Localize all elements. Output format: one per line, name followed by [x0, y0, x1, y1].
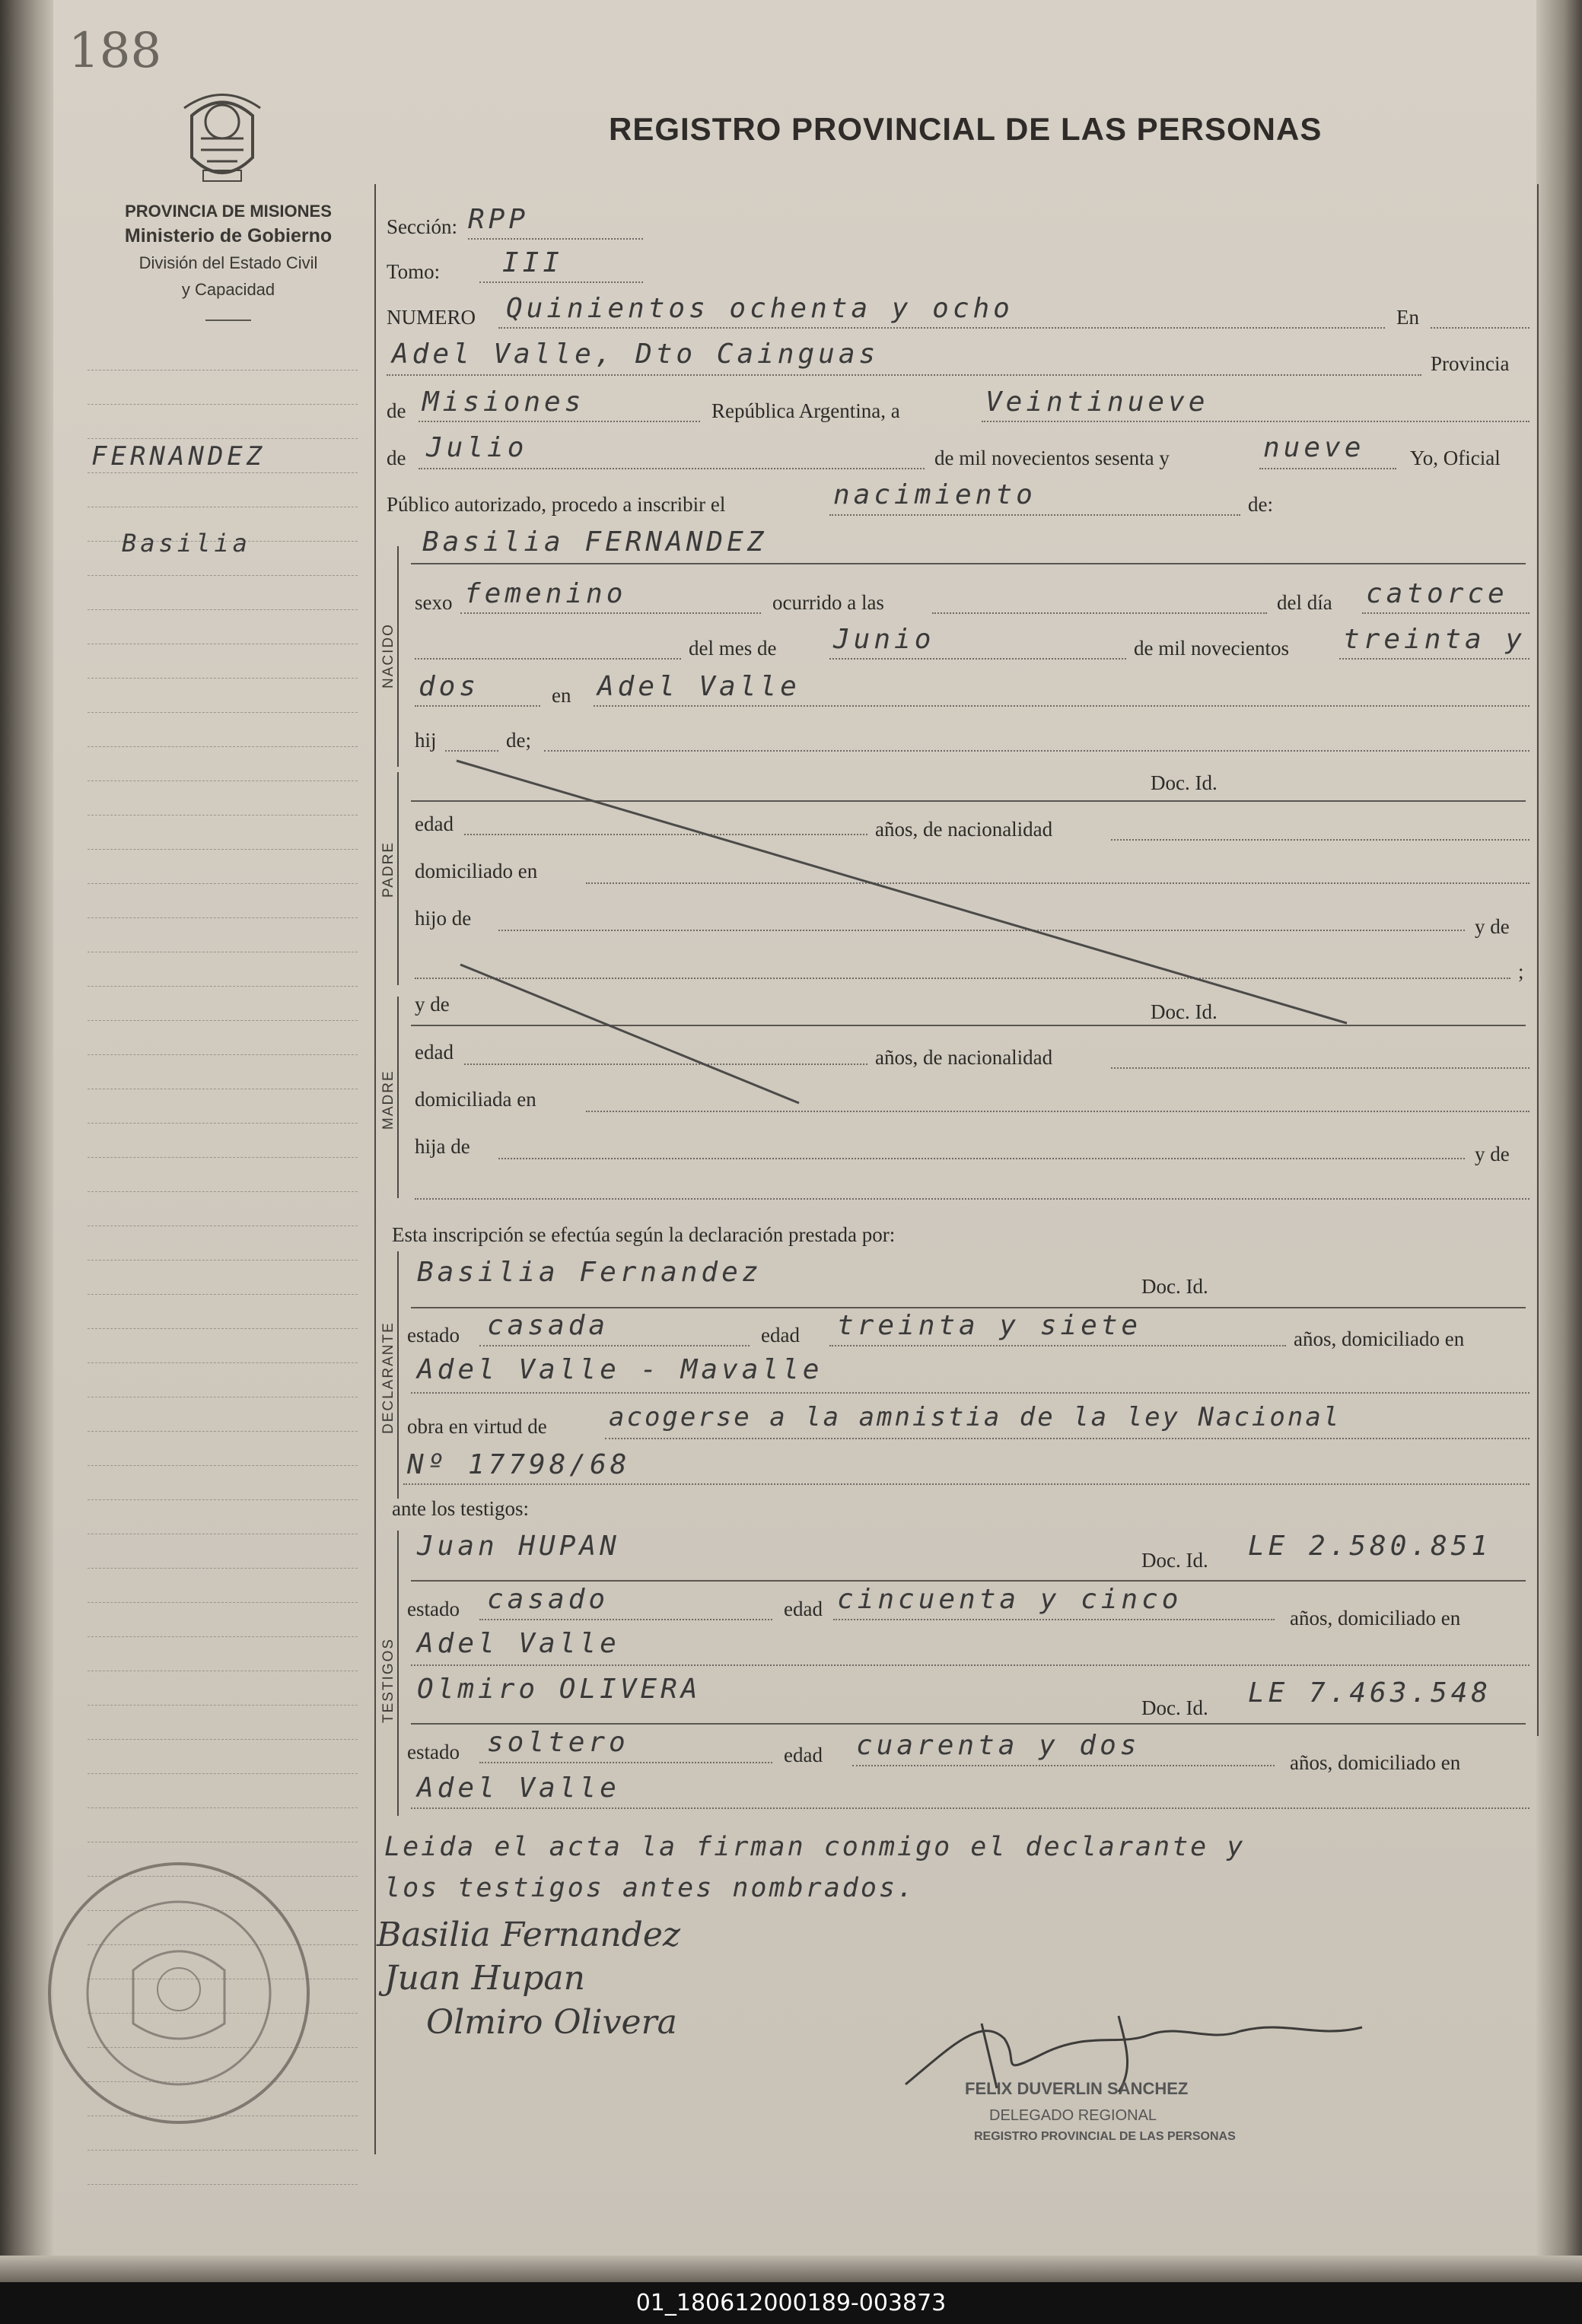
nacido-dia-value: catorce: [1366, 578, 1508, 609]
header-ministry: Ministerio de Gobierno: [124, 225, 333, 246]
testigo1-edad-label: edad: [784, 1598, 823, 1620]
provincia-value: Misiones: [422, 386, 585, 418]
signature-testigo-2: Olmiro Olivera: [426, 2003, 677, 2042]
declarante-obra-value-2: Nº 17798/68: [407, 1449, 631, 1480]
image-identifier-footer: 01_180612000189-003873: [0, 2282, 1582, 2324]
publico-label: Público autorizado, procedo a inscribir el: [387, 493, 726, 516]
declarante-edad-value: treinta y siete: [837, 1310, 1142, 1341]
yo-oficial-label: Yo, Oficial: [1410, 447, 1501, 469]
mes-value: Julio: [426, 432, 528, 463]
official-seal-icon: [42, 1856, 316, 2130]
mil-label: de mil novecientos sesenta y: [934, 447, 1170, 469]
madre-yde-label: y de: [415, 993, 450, 1016]
nacido-anio-value: treinta y: [1343, 624, 1526, 655]
declarante-edad-label: edad: [761, 1324, 800, 1346]
provincia-label: Provincia: [1431, 352, 1510, 375]
nacido-section-label: NACIDO: [380, 623, 396, 688]
del-dia-label: del día: [1277, 591, 1332, 614]
padre-nacionalidad-label: años, de nacionalidad: [875, 818, 1053, 841]
seccion-label: Sección:: [387, 215, 457, 238]
seccion-value: RPP: [468, 204, 530, 235]
declarante-obra-value: acogerse a la amnistia de la ley Nacional: [609, 1402, 1342, 1432]
madre-domicilio-label: domiciliada en: [415, 1088, 536, 1111]
official-office: REGISTRO PROVINCIAL DE LAS PERSONAS: [974, 2130, 1236, 2143]
de2-label: de: [387, 447, 406, 469]
signature-testigo-1: Juan Hupan: [384, 1959, 585, 1998]
en-label: En: [1396, 306, 1419, 329]
padre-section-label: PADRE: [380, 841, 396, 898]
ocurrido-label: ocurrido a las: [772, 591, 884, 614]
acto-value: nacimiento: [833, 479, 1036, 510]
madre-section-label: MADRE: [380, 1070, 396, 1130]
padre-domicilio-label: domiciliado en: [415, 860, 538, 882]
nacido-mil-label: de mil novecientos: [1134, 637, 1289, 660]
nacido-nombre-value: Basilia FERNANDEZ: [422, 526, 768, 558]
hij-label: hij: [415, 729, 437, 752]
testigo2-doc-value: LE 7.463.548: [1248, 1677, 1492, 1709]
anio-value: nueve: [1263, 432, 1365, 463]
testigo1-doc-value: LE 2.580.851: [1248, 1531, 1492, 1562]
declarante-nombre-value: Basilia Fernandez: [417, 1257, 762, 1288]
padre-hijo-label: hijo de: [415, 907, 472, 930]
page-title: REGISTRO PROVINCIAL DE LAS PERSONAS: [609, 111, 1323, 147]
nacido-mes-value: Junio: [833, 624, 935, 655]
tomo-value: III: [502, 247, 564, 278]
testigo2-estado-label: estado: [407, 1741, 460, 1763]
declarante-estado-value: casada: [487, 1310, 610, 1341]
testigo1-nombre-value: Juan HUPAN: [417, 1531, 620, 1562]
closing-line-1: Leida el acta la firman conmigo el declarante y: [384, 1832, 1246, 1862]
madre-hija-label: hija de: [415, 1135, 470, 1158]
nacido-en-label: en: [552, 684, 571, 707]
lugar-value: Adel Valle, Dto Cainguas: [392, 339, 880, 370]
official-role: DELEGADO REGIONAL: [989, 2107, 1157, 2124]
tomo-label: Tomo:: [387, 260, 441, 283]
republica-label: República Argentina, a: [711, 399, 900, 422]
testigo1-edad-value: cincuenta y cinco: [837, 1584, 1183, 1615]
testigos-label: ante los testigos:: [392, 1497, 529, 1520]
declarante-domicilio-value: Adel Valle - Mavalle: [417, 1354, 823, 1385]
declarante-section-label: DECLARANTE: [380, 1321, 396, 1434]
testigos-section-label: TESTIGOS: [380, 1637, 396, 1723]
declarante-doc-label: Doc. Id.: [1141, 1275, 1208, 1298]
de-label: de: [387, 399, 406, 422]
closing-line-2: los testigos antes nombrados.: [384, 1873, 916, 1903]
declarante-domicilio-label: años, domiciliado en: [1294, 1327, 1465, 1350]
signature-declarante: Basilia Fernandez: [377, 1915, 681, 1954]
testigo2-domicilio-value: Adel Valle: [417, 1772, 620, 1804]
testigo1-estado-value: casado: [487, 1584, 610, 1615]
madre-yde2-label: y de: [1475, 1143, 1510, 1165]
numero-label: NUMERO: [387, 306, 476, 329]
header-province: PROVINCIA DE MISIONES: [125, 202, 332, 221]
madre-doc-label: Doc. Id.: [1151, 1000, 1218, 1023]
dia-value: Veintinueve: [985, 386, 1209, 418]
padre-semicolon: ;: [1518, 960, 1524, 983]
declaracion-label: Esta inscripción se efectúa según la declaración prestada por:: [392, 1223, 896, 1246]
testigo1-domicilio-value: Adel Valle: [417, 1628, 620, 1659]
testigo2-edad-value: cuarenta y dos: [856, 1730, 1141, 1761]
nacido-lugar-value: Adel Valle: [597, 671, 801, 702]
official-name: FELIX DUVERLIN SANCHEZ: [965, 2079, 1189, 2098]
sexo-value: femenino: [464, 578, 627, 609]
del-mes-label: del mes de: [689, 637, 777, 660]
sexo-label: sexo: [415, 591, 453, 614]
testigo1-doc-label: Doc. Id.: [1141, 1549, 1208, 1572]
madre-edad-label: edad: [415, 1041, 454, 1063]
page-number: 188: [68, 23, 162, 79]
padre-edad-label: edad: [415, 812, 454, 835]
testigo1-estado-label: estado: [407, 1598, 460, 1620]
testigo2-domicilio-label: años, domiciliado en: [1290, 1751, 1461, 1774]
padre-yde-label: y de: [1475, 915, 1510, 938]
declarante-obra-label: obra en virtud de: [407, 1415, 547, 1438]
testigo2-nombre-value: Olmiro OLIVERA: [417, 1674, 702, 1705]
numero-value: Quinientos ochenta y ocho: [506, 293, 1014, 324]
nacido-anio-value-2: dos: [419, 671, 480, 702]
margin-surname: FERNANDEZ: [91, 441, 266, 472]
testigo2-estado-value: soltero: [487, 1727, 629, 1758]
testigo2-edad-label: edad: [784, 1744, 823, 1766]
madre-nacionalidad-label: años, de nacionalidad: [875, 1046, 1053, 1069]
declarante-estado-label: estado: [407, 1324, 460, 1346]
testigo1-domicilio-label: años, domiciliado en: [1290, 1607, 1461, 1629]
header-division: División del Estado Civil: [138, 253, 318, 272]
hij-de-label: de;: [506, 729, 531, 752]
padre-doc-label: Doc. Id.: [1151, 771, 1218, 794]
de-colon-label: de:: [1248, 493, 1273, 516]
header-capacity: y Capacidad: [181, 280, 275, 299]
testigo2-doc-label: Doc. Id.: [1141, 1696, 1208, 1719]
margin-given-name: Basilia: [122, 529, 251, 558]
